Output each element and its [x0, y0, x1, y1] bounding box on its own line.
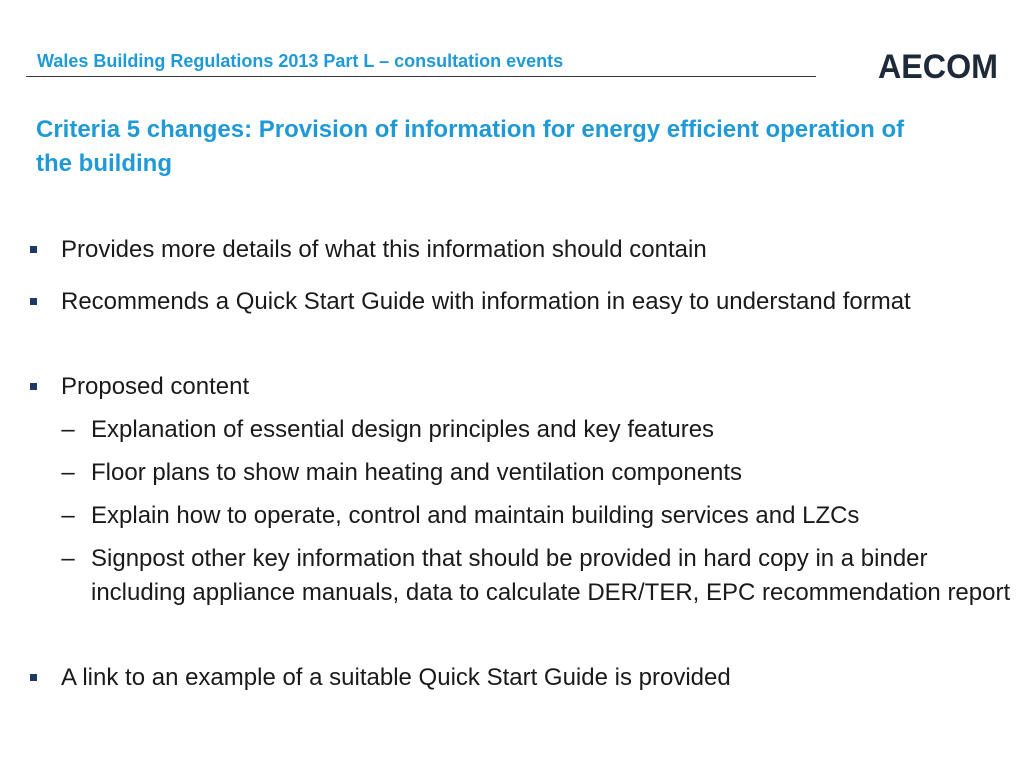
aecom-logo-text: AECOM [878, 48, 998, 83]
dash-bullet-icon: – [61, 416, 75, 443]
sub-bullet-item [61, 542, 1011, 610]
bullet-item [61, 233, 1011, 267]
header-title: Wales Building Regulations 2013 Part L – consultation events [37, 51, 564, 71]
sub-bullet-item [61, 413, 1011, 447]
bullet-item [61, 285, 1011, 319]
square-bullet-icon [30, 246, 37, 253]
square-bullet-icon [30, 383, 37, 390]
sub-bullet-text: Explanation of essential design principles and key features [91, 416, 715, 443]
bullet-text: A link to an example of a suitable Quick Start Guide is provided [61, 664, 731, 691]
sub-bullet-item [61, 499, 1011, 533]
sub-bullet-text: Signpost other key information that should be provided in hard copy in a binder including appliance manuals, data to calculate DER/TER, EPC recommendation report [91, 545, 1011, 606]
dash-bullet-icon: – [61, 459, 75, 486]
square-bullet-icon [30, 674, 37, 681]
sub-bullet-text: Explain how to operate, control and maintain building services and LZCs [91, 502, 860, 529]
square-bullet-icon [30, 298, 37, 305]
slide-heading: Criteria 5 changes: Provision of information for energy efficient operation of the building [36, 116, 905, 177]
bullet-item [61, 370, 1011, 404]
bullet-text: Proposed content [61, 373, 250, 400]
dash-bullet-icon: – [61, 502, 75, 529]
bullet-text: Provides more details of what this information should contain [61, 236, 707, 263]
dash-bullet-icon: – [61, 545, 75, 572]
bullet-text: Recommends a Quick Start Guide with information in easy to understand format [61, 288, 911, 315]
sub-bullet-item [61, 456, 1011, 490]
bullet-item [61, 661, 1011, 695]
sub-bullet-text: Floor plans to show main heating and ventilation components [91, 459, 743, 486]
